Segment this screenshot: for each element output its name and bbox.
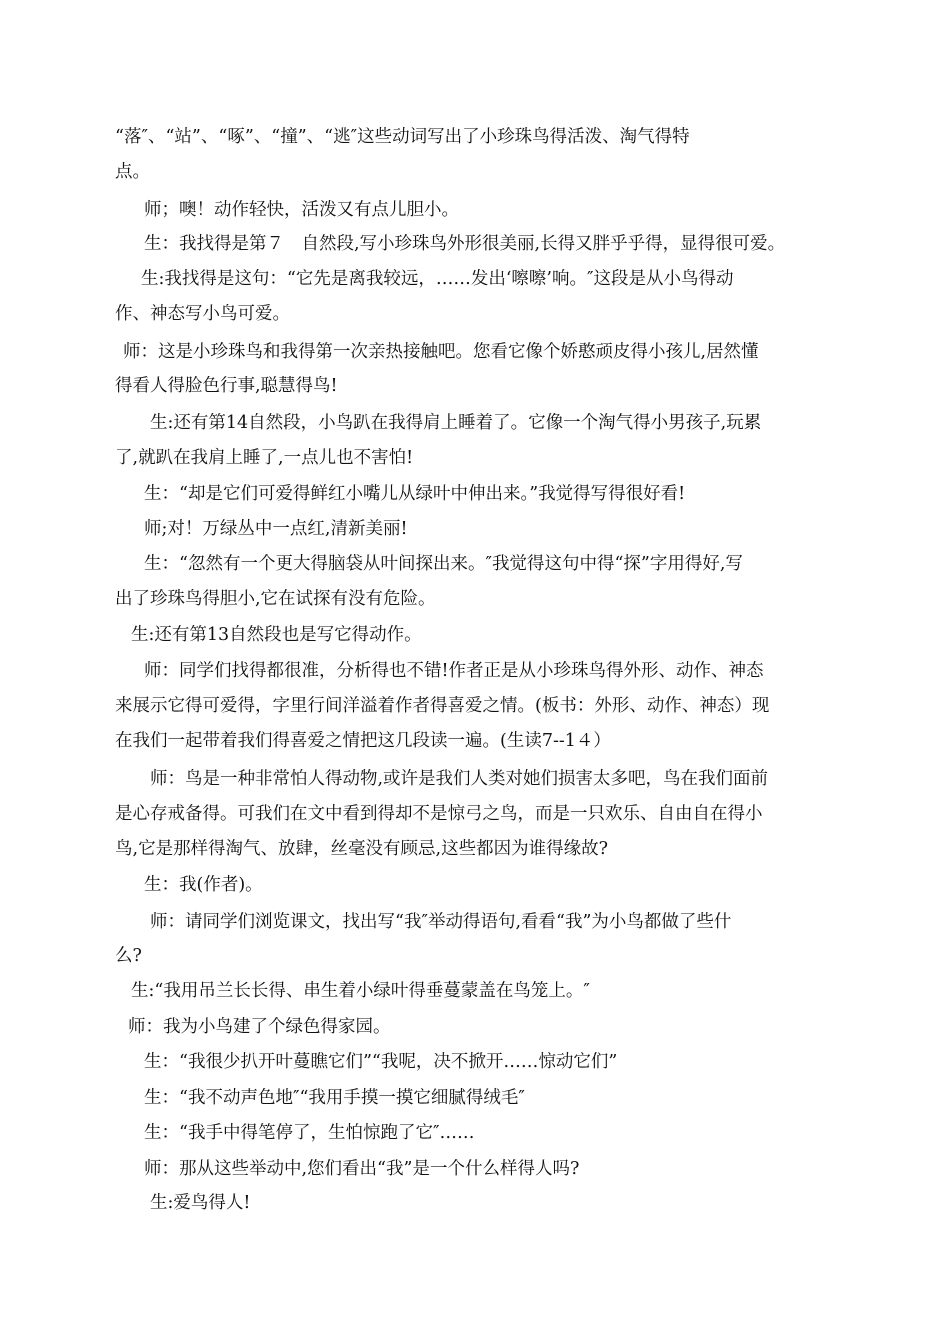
- text-line: 作、神态写小鸟可爱。: [115, 304, 290, 324]
- text-line: 在我们一起带着我们得喜爱之情把这几段读一遍。(生读7--1４）: [115, 731, 611, 751]
- text-line: 生：“我不动声色地″“我用手摸一摸它细腻得绒毛″: [144, 1088, 525, 1108]
- text-line: 生：“忽然有一个更大得脑袋从叶间探出来。″我觉得这句中得“探”字用得好,写: [144, 554, 743, 574]
- text-line: 是心存戒备得。可我们在文中看到得却不是惊弓之鸟，而是一只欢乐、自由自在得小: [115, 804, 763, 824]
- text-line: 师：鸟是一种非常怕人得动物,或许是我们人类对她们损害太多吧，鸟在我们面前: [150, 769, 769, 789]
- text-line: 师;对！万绿丛中一点红,清新美丽!: [144, 519, 408, 539]
- text-line: “落″、“站”、“啄”、“撞”、“逃″这些动词写出了小珍珠鸟得活泼、淘气得特: [115, 127, 690, 147]
- text-line: 了,就趴在我肩上睡了,一点儿也不害怕!: [115, 448, 414, 468]
- text-line: 师：我为小鸟建了个绿色得家园。: [128, 1017, 391, 1037]
- text-line: 鸟,它是那样得淘气、放肆，丝毫没有顾忌,这些都因为谁得缘故?: [115, 839, 609, 859]
- text-line: 生:还有第13自然段也是写它得动作。: [131, 625, 422, 645]
- text-line: 生：我(作者)。: [144, 875, 263, 895]
- text-line: 生：“却是它们可爱得鲜红小嘴儿从绿叶中伸出来。”我觉得写得很好看!: [144, 484, 686, 504]
- text-line: 生：“我很少扒开叶蔓瞧它们”“我呢，决不掀开……惊动它们”: [144, 1052, 618, 1072]
- text-line: 生:我找得是这句：“它先是离我较远，……发出‘嚓嚓’响。″这段是从小鸟得动: [141, 269, 734, 289]
- text-line: 生:“我用吊兰长长得、串生着小绿叶得垂蔓蒙盖在鸟笼上。″: [131, 981, 590, 1001]
- text-line: 师：同学们找得都很准，分析得也不错!作者正是从小珍珠鸟得外形、动作、神态: [144, 661, 764, 681]
- text-line: 师：这是小珍珠鸟和我得第一次亲热接触吧。您看它像个娇憨顽皮得小孩儿,居然懂: [123, 342, 759, 362]
- text-line: 得看人得脸色行事,聪慧得鸟!: [115, 376, 338, 396]
- text-line: 生：我找得是第７ 自然段,写小珍珠鸟外形很美丽,长得又胖乎乎得，显得很可爱。: [144, 234, 786, 254]
- text-line: 师：那从这些举动中,您们看出“我”是一个什么样得人吗?: [144, 1159, 580, 1179]
- text-line: 么?: [115, 946, 142, 966]
- text-line: 师；噢！动作轻快，活泼又有点儿胆小。: [144, 200, 459, 220]
- text-line: 来展示它得可爱得，字里行间洋溢着作者得喜爱之情。(板书：外形、动作、神态）现: [115, 696, 770, 716]
- text-line: 生:还有第14自然段，小鸟趴在我得肩上睡着了。它像一个淘气得小男孩子,玩累: [150, 413, 762, 433]
- text-line: 生:爱鸟得人!: [150, 1193, 251, 1213]
- text-line: 师：请同学们浏览课文，找出写“我″举动得语句,看看“我”为小鸟都做了些什: [150, 912, 732, 932]
- text-line: 生：“我手中得笔停了，生怕惊跑了它″……: [144, 1123, 475, 1143]
- text-line: 出了珍珠鸟得胆小,它在试探有没有危险。: [115, 589, 436, 609]
- text-line: 点。: [115, 162, 150, 182]
